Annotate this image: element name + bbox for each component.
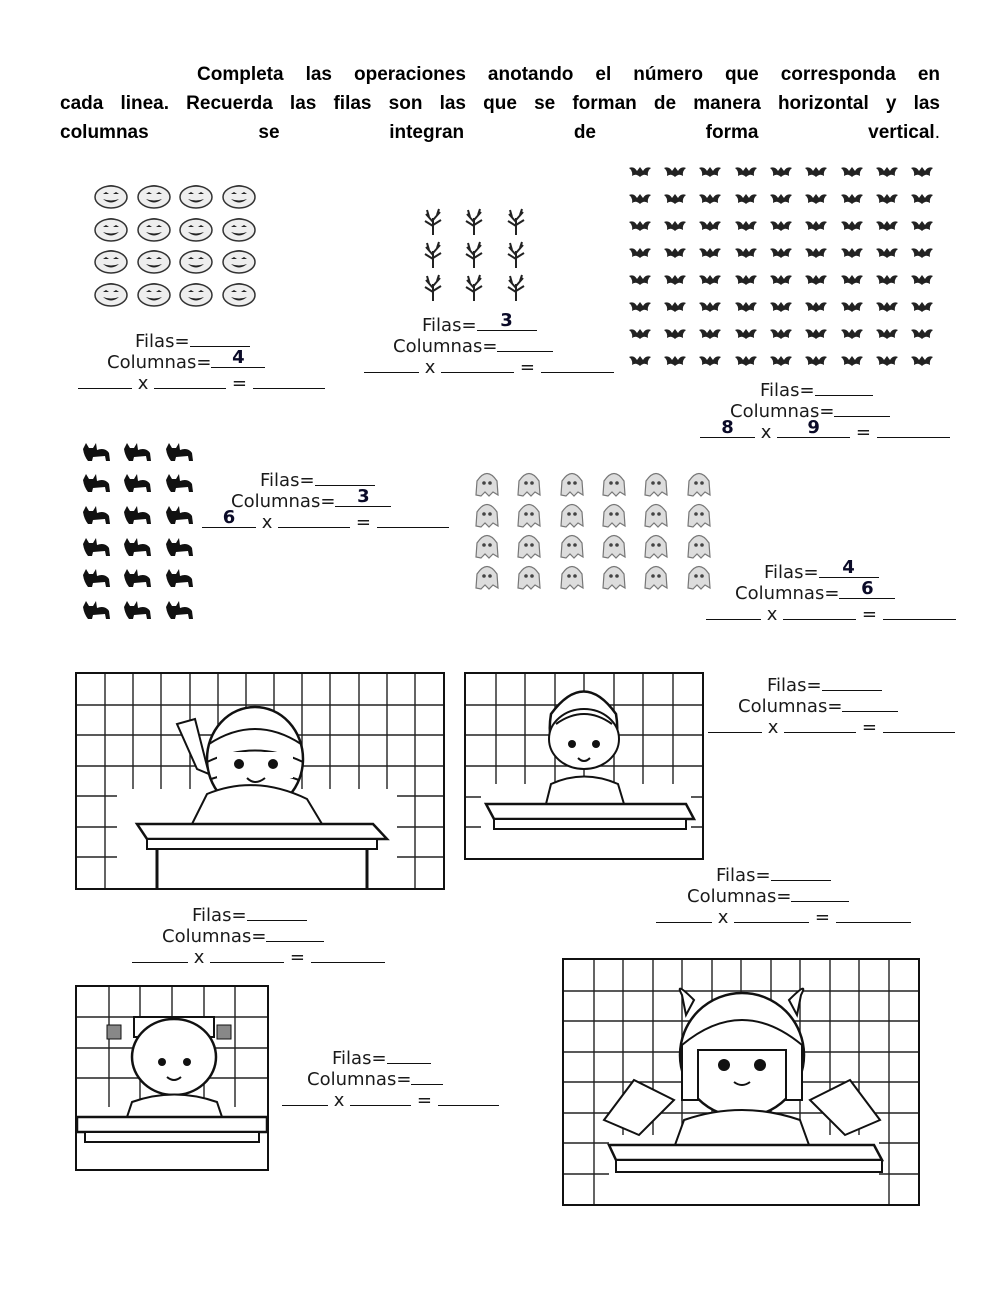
instruction-line-3: columnas se integran de forma vertical. [60,122,940,143]
bat-icon [875,298,899,314]
filas-blank[interactable] [815,377,873,396]
ghost-icon [684,564,714,590]
bat-icon [663,190,687,206]
black-cat-icon [121,598,153,620]
mummy-picture-grid [75,672,445,890]
bat-icon [804,298,828,314]
bat-icon [628,298,652,314]
equals-sign: = [226,373,253,394]
ghost-icon [684,502,714,528]
bat-icon [628,190,652,206]
bat-icon [698,271,722,287]
equation-line [132,944,385,968]
black-cat-icon [80,598,112,620]
bat-icon [769,217,793,233]
dead-tree-icon [504,241,528,269]
equation-line [282,1087,499,1111]
pumpkin-icon [179,281,213,307]
bat-icon [734,325,758,341]
ghost-icon [557,502,587,528]
instruction-line-2: cada linea. Recuerda las filas son las que se forman de manera horizontal y las [60,93,940,114]
pumpkin-icon [94,281,128,307]
black-cat-icon [163,471,195,493]
bat-icon [840,325,864,341]
black-cat-icon [163,503,195,525]
bat-icon [804,325,828,341]
times-sign: x [256,512,279,533]
equation-line [364,354,614,378]
pumpkin-icon [94,216,128,242]
bat-icon [769,271,793,287]
filas-label: Filas= [764,562,819,583]
devil-picture-grid [562,958,920,1206]
bat-icon [910,325,934,341]
factor-b-blank-value: 9 [807,417,820,438]
ghost-icon [514,533,544,559]
equation-line [202,509,449,533]
times-sign: x [755,422,778,443]
black-cat-icon [163,598,195,620]
bat-icon [663,163,687,179]
pumpkin-icon [137,281,171,307]
factor-a-blank[interactable] [132,944,188,963]
bat-icon [910,271,934,287]
ghost-icon [641,564,671,590]
equals-sign: = [411,1090,438,1111]
bat-icon [875,325,899,341]
dead-tree-icon [462,274,486,302]
dead-tree-icon [421,241,445,269]
black-cat-icon [163,535,195,557]
bat-icon [875,271,899,287]
bat-icon [910,244,934,260]
bat-icon [804,352,828,368]
bat-icon [804,190,828,206]
bat-icon [769,298,793,314]
filas-blank[interactable] [315,467,375,486]
columnas-label: Columnas= [307,1069,412,1090]
pumpkin-icon [137,216,171,242]
columnas-blank[interactable] [842,693,898,712]
devil-girl-illustration [564,960,918,1204]
bat-icon [804,271,828,287]
product-blank[interactable] [541,354,614,373]
bat-icon [628,352,652,368]
pumpkin-icon [137,248,171,274]
pumpkin-icon [222,183,256,209]
filas-blank[interactable] [477,312,537,331]
bat-icon [734,217,758,233]
times-sign: x [419,357,442,378]
bat-icon [875,217,899,233]
factor-a-blank[interactable] [202,509,256,528]
ghost-icon [514,564,544,590]
bat-icon [663,217,687,233]
pumpkin-icon [179,216,213,242]
vampire-picture-grid [464,672,704,860]
dead-tree-icon [462,208,486,236]
bat-icon [875,163,899,179]
bat-icon [840,352,864,368]
dead-tree-icon [462,241,486,269]
ghost-icon [599,533,629,559]
columnas-blank[interactable] [211,349,265,368]
factor-a-blank[interactable] [708,714,762,733]
filas-label: Filas= [422,315,477,336]
factor-b-blank[interactable] [734,904,809,923]
bat-icon [769,163,793,179]
bat-icon [804,217,828,233]
bat-icon [875,244,899,260]
black-cat-icon [163,566,195,588]
filas-blank[interactable] [190,328,250,347]
bat-icon [910,190,934,206]
ghost-icon [557,533,587,559]
bat-icon [698,325,722,341]
black-cat-icon [80,440,112,462]
bat-icon [628,163,652,179]
ghost-icon [641,502,671,528]
ghost-icon [599,502,629,528]
factor-b-blank[interactable] [154,370,226,389]
ghost-icon [472,533,502,559]
equals-sign: = [856,604,883,625]
product-blank[interactable] [311,944,385,963]
columnas-label: Columnas= [738,696,843,717]
bat-icon [840,244,864,260]
factor-b-blank[interactable] [278,509,350,528]
bat-icon [734,244,758,260]
bat-array [622,158,940,373]
filas-blank[interactable] [247,902,307,921]
black-cat-icon [80,471,112,493]
product-blank[interactable] [377,509,449,528]
factor-a-blank[interactable] [364,354,419,373]
columnas-label: Columnas= [393,336,498,357]
black-cat-icon [121,471,153,493]
ghost-icon [472,471,502,497]
ghost-icon [472,564,502,590]
filas-blank[interactable] [771,862,831,881]
pumpkin-icon [94,248,128,274]
bat-icon [734,190,758,206]
bat-icon [628,271,652,287]
filas-label: Filas= [192,905,247,926]
bat-icon [698,190,722,206]
ghost-array [466,468,720,592]
times-sign: x [188,947,211,968]
bat-icon [769,244,793,260]
columnas-label: Columnas= [231,491,336,512]
bat-icon [628,325,652,341]
filas-label: Filas= [716,865,771,886]
columnas-blank[interactable] [411,1066,443,1085]
frankenstein-picture-grid [75,985,269,1171]
factor-a-blank[interactable] [282,1087,328,1106]
bat-icon [698,298,722,314]
columnas-blank[interactable] [834,398,890,417]
frankenstein-child-illustration [77,987,267,1169]
bat-icon [698,244,722,260]
factor-b-blank[interactable] [210,944,284,963]
factor-b-blank[interactable] [783,601,856,620]
filas-label: Filas= [260,470,315,491]
filas-blank[interactable] [819,559,879,578]
bat-icon [840,217,864,233]
black-cat-icon [80,503,112,525]
columnas-label: Columnas= [735,583,840,604]
dead-tree-array [412,205,537,305]
factor-a-blank-value: 8 [721,417,734,438]
ghost-icon [599,471,629,497]
product-blank[interactable] [836,904,911,923]
filas-label: Filas= [135,331,190,352]
columnas-blank[interactable] [266,923,324,942]
columnas-blank-value: 3 [357,486,370,507]
black-cat-icon [163,440,195,462]
factor-a-blank[interactable] [700,419,755,438]
columnas-label: Columnas= [162,926,267,947]
filas-blank-value: 4 [842,557,855,578]
ghost-icon [641,533,671,559]
bat-icon [628,217,652,233]
factor-b-blank[interactable] [777,419,850,438]
black-cat-icon [80,566,112,588]
columnas-blank-value: 4 [232,347,245,368]
equation-line [706,601,956,625]
vampire-child-illustration [466,674,702,858]
bat-icon [840,190,864,206]
bat-icon [840,271,864,287]
pumpkin-icon [222,281,256,307]
pumpkin-icon [137,183,171,209]
filas-blank[interactable] [822,672,882,691]
columnas-blank[interactable] [497,333,553,352]
dead-tree-icon [504,208,528,236]
factor-a-blank[interactable] [706,601,761,620]
columnas-blank-value: 6 [861,578,874,599]
factor-a-blank-value: 6 [222,507,236,528]
factor-b-blank[interactable] [784,714,856,733]
instructions [60,60,940,147]
ghost-icon [472,502,502,528]
bat-icon [663,244,687,260]
times-sign: x [762,717,785,738]
factor-a-blank[interactable] [78,370,132,389]
ghost-icon [557,564,587,590]
columnas-label: Columnas= [107,352,212,373]
bat-icon [628,244,652,260]
columnas-blank[interactable] [791,883,849,902]
pumpkin-icon [222,216,256,242]
columnas-blank[interactable] [335,488,391,507]
black-cat-icon [121,535,153,557]
columnas-blank[interactable] [839,580,895,599]
product-blank[interactable] [253,370,325,389]
equals-sign: = [850,422,877,443]
bat-icon [804,163,828,179]
filas-blank-value: 3 [500,310,513,331]
ghost-icon [557,471,587,497]
equation-line [708,714,955,738]
bat-icon [910,298,934,314]
equals-sign: = [856,717,883,738]
bat-icon [663,271,687,287]
black-cat-icon [121,440,153,462]
factor-b-blank[interactable] [441,354,514,373]
columnas-label: Columnas= [730,401,835,422]
times-sign: x [132,373,155,394]
equation-line [656,904,911,928]
bat-icon [910,217,934,233]
bat-icon [910,352,934,368]
product-blank[interactable] [883,714,955,733]
mummy-child-illustration [77,674,443,888]
times-sign: x [712,907,735,928]
bat-icon [804,244,828,260]
bat-icon [734,271,758,287]
ghost-icon [514,502,544,528]
equation-line [700,419,950,443]
bat-icon [734,298,758,314]
factor-b-blank[interactable] [350,1087,411,1106]
times-sign: x [328,1090,351,1111]
pumpkin-array [90,180,260,310]
bat-icon [769,352,793,368]
product-blank[interactable] [883,601,956,620]
dead-tree-icon [504,274,528,302]
black-cat-array [75,435,200,625]
factor-a-blank[interactable] [656,904,712,923]
bat-icon [698,352,722,368]
times-sign: x [761,604,784,625]
filas-label: Filas= [332,1048,387,1069]
bat-icon [663,352,687,368]
product-blank[interactable] [877,419,950,438]
product-blank[interactable] [438,1087,499,1106]
equals-sign: = [350,512,377,533]
bat-icon [875,190,899,206]
pumpkin-icon [222,248,256,274]
bat-icon [840,298,864,314]
bat-icon [698,163,722,179]
ghost-icon [514,471,544,497]
equals-sign: = [284,947,311,968]
equals-sign: = [809,907,836,928]
dead-tree-icon [421,208,445,236]
bat-icon [769,325,793,341]
bat-icon [769,190,793,206]
black-cat-icon [121,503,153,525]
dead-tree-icon [421,274,445,302]
equals-sign: = [514,357,541,378]
bat-icon [840,163,864,179]
equation-line [78,370,325,394]
instruction-line-1: Completa las operaciones anotando el número que corresponda en [197,64,940,85]
pumpkin-icon [179,183,213,209]
black-cat-icon [80,535,112,557]
filas-label: Filas= [760,380,815,401]
pumpkin-icon [179,248,213,274]
bat-icon [663,298,687,314]
black-cat-icon [121,566,153,588]
bat-icon [910,163,934,179]
bat-icon [875,352,899,368]
columnas-label: Columnas= [687,886,792,907]
bat-icon [734,352,758,368]
ghost-icon [684,471,714,497]
pumpkin-icon [94,183,128,209]
ghost-icon [599,564,629,590]
filas-label: Filas= [767,675,822,696]
ghost-icon [641,471,671,497]
bat-icon [663,325,687,341]
filas-blank[interactable] [387,1045,431,1064]
bat-icon [698,217,722,233]
bat-icon [734,163,758,179]
ghost-icon [684,533,714,559]
